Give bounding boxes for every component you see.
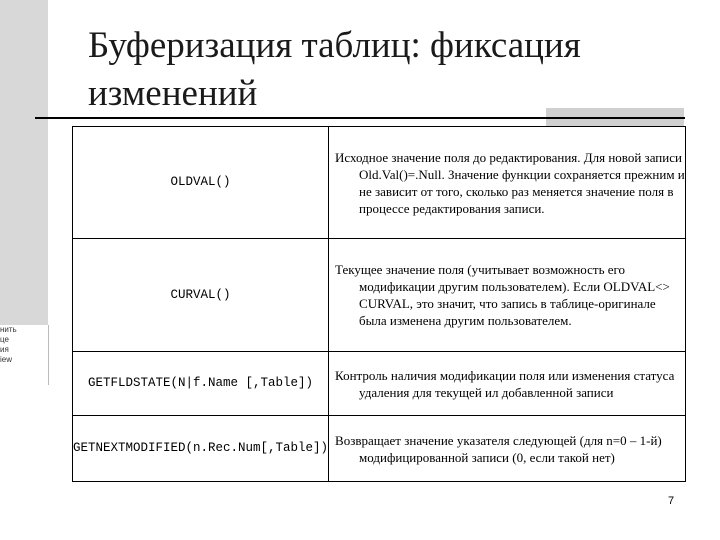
description-text: Возвращает значение указателя следующей (для n=0 – 1-й) модифицированной записи (0, если такой нет) [335, 432, 662, 465]
left-snippet-line: нить [0, 325, 17, 334]
table-row [73, 416, 686, 482]
left-decoration-panel [0, 0, 48, 540]
title-divider [35, 117, 685, 119]
left-gray-bar [0, 0, 48, 380]
left-snippet-line: це [0, 335, 9, 344]
description-text: Текущее значение поля (учитывает возможность его модификации другим пользователем). Если OLDVAL<> CURVAL, это значит, что запись в таблице-оригинале была изменена другим пользователем. [335, 262, 670, 328]
functions-table [72, 126, 686, 482]
function-name-cell: GETNEXTMODIFIED(n.Rec.Num[,Table]) [73, 416, 329, 482]
description-cell [329, 127, 686, 239]
table-row [73, 239, 686, 352]
description-cell [329, 352, 686, 416]
slide-title: Буферизация таблиц: фиксация изменений [88, 25, 581, 114]
left-snippet-line: iew [0, 355, 13, 364]
description-text: Контроль наличия модификации поля или изменения статуса удаления для текущей ил добавленной записи [335, 367, 675, 400]
page-number: 7 [668, 495, 675, 507]
description-text: Исходное значение поля до редактирования. Для новой записи Old.Val()=.Null. Значение функции сохраняется прежним и не зависит от того, сколько раз меняется значение поля в процессе редактирования записи. [335, 149, 685, 216]
description-cell [329, 239, 686, 352]
table-row [73, 127, 686, 239]
table-row [73, 352, 686, 416]
function-name-cell: CURVAL() [73, 239, 329, 352]
left-snippet-text [0, 325, 48, 365]
left-snippet-line: ия [0, 345, 9, 354]
function-name-cell: OLDVAL() [73, 127, 329, 239]
description-cell [329, 416, 686, 482]
function-name-cell: GETFLDSTATE(N|f.Name [,Table]) [73, 352, 329, 416]
